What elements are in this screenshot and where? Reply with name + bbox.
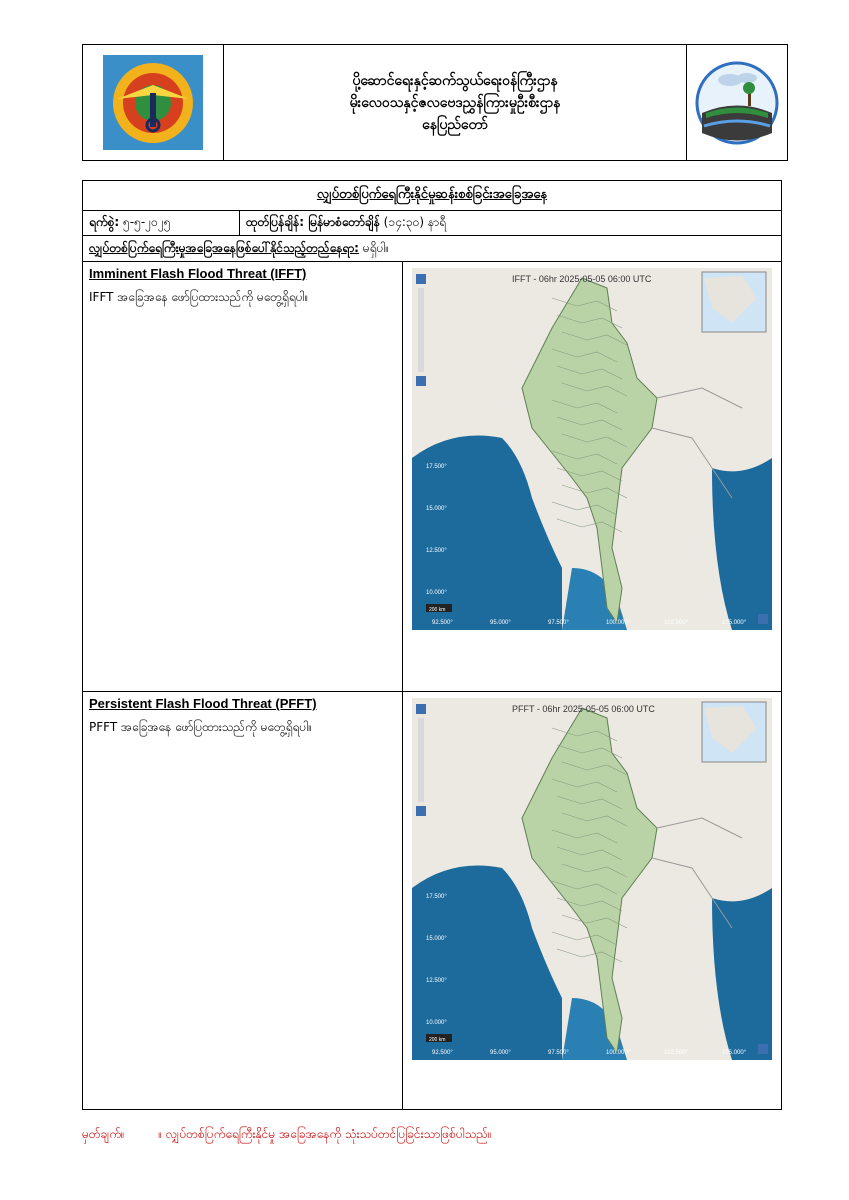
threat-area-row	[83, 236, 781, 262]
footer-note	[82, 1126, 522, 1144]
pfft-section	[83, 692, 781, 1110]
ifft-section	[83, 262, 781, 692]
zoom-slider[interactable]	[418, 718, 424, 802]
map-lat-tick: 15.000°	[426, 506, 447, 512]
time-value: (၁၄:၃၀) နာရီ	[383, 215, 446, 229]
date-cell	[83, 211, 240, 235]
zoom-in-button[interactable]	[416, 704, 426, 714]
ministry-logo	[83, 45, 224, 160]
ministry-name: ပို့ဆောင်ရေးနှင့်ဆက်သွယ်ရေးဝန်ကြီးဌာန	[352, 72, 558, 89]
ifft-title: Imminent Flash Flood Threat (IFFT)	[89, 266, 307, 281]
map-lon-tick: 102.500°	[664, 1050, 689, 1056]
map-lon-tick: 100.000°	[606, 1050, 631, 1056]
map-lon-tick: 95.000°	[490, 1050, 511, 1056]
zoom-out-button[interactable]	[416, 806, 426, 816]
document-header	[82, 44, 788, 161]
map-lat-tick: 12.500°	[426, 978, 447, 984]
hydrology-cycle-icon	[692, 58, 782, 148]
department-logo	[686, 45, 787, 160]
map-lon-tick: 95.000°	[490, 620, 511, 626]
threat-area-label: လျှပ်တစ်ပြက်ရေကြီးမှုအခြေအနေဖြစ်ပေါ်နိုင်သည့်တည်နေရာ:	[89, 240, 359, 255]
date-time-row	[83, 211, 781, 236]
time-label: ထုတ်ပြန်ချိန်: မြန်မာစံတော်ချိန်	[246, 215, 380, 229]
ifft-map[interactable]	[412, 268, 772, 630]
note-label: မှတ်ချက်။	[82, 1127, 125, 1141]
map-lon-tick: 100.000°	[606, 620, 631, 626]
map-info-button[interactable]	[758, 1044, 768, 1054]
ifft-description: IFFT အခြေအနေ ဖော်ပြထားသည်ကို မတွေ့ရှိရပါ။	[89, 290, 309, 304]
report-title: လျှပ်တစ်ပြက်ရေကြီးနိုင်မှုဆန်းစစ်ခြင်းအခြေအနေ	[83, 181, 781, 211]
pfft-title: Persistent Flash Flood Threat (PFFT)	[89, 696, 317, 711]
map-lat-tick: 10.000°	[426, 590, 447, 596]
map-info-button[interactable]	[758, 614, 768, 624]
ministry-emblem-icon	[103, 55, 203, 150]
header-titles	[224, 45, 686, 160]
location-name: နေပြည်တော်	[422, 116, 488, 133]
note-text: ။ လျှပ်တစ်ပြက်ရေကြီးနိုင်မှု အခြေအနေကို သုံးသပ်တင်ပြခြင်းသာဖြစ်ပါသည်။	[158, 1127, 492, 1141]
map-title: PFFT - 06hr 2025-05-05 06:00 UTC	[512, 704, 655, 714]
department-name: မိုးလေဝသနှင့်ဇလဗေဒညွှန်ကြားမှုဦးစီးဌာန	[349, 94, 561, 111]
map-lat-tick: 17.500°	[426, 894, 447, 900]
zoom-slider[interactable]	[418, 288, 424, 372]
pfft-description: PFFT အခြေအနေ ဖော်ပြထားသည်ကို မတွေ့ရှိရပါ။	[89, 720, 312, 734]
map-lat-tick: 10.000°	[426, 1020, 447, 1026]
map-scale-label: 200 km	[429, 607, 446, 613]
ifft-text-cell	[83, 262, 403, 691]
map-lon-tick: 102.500°	[664, 620, 689, 626]
map-lon-tick: 105.000°	[722, 620, 747, 626]
map-lat-tick: 15.000°	[426, 936, 447, 942]
zoom-in-button[interactable]	[416, 274, 426, 284]
zoom-out-button[interactable]	[416, 376, 426, 386]
map-lon-tick: 105.000°	[722, 1050, 747, 1056]
map-lon-tick: 92.500°	[432, 1050, 453, 1056]
map-scale-label: 200 km	[429, 1037, 446, 1043]
date-value: ၅-၅-၂၀၂၅	[123, 215, 171, 229]
map-lat-tick: 12.500°	[426, 548, 447, 554]
threat-area-value: မရှိပါ။	[362, 240, 390, 255]
map-lon-tick: 97.500°	[548, 1050, 569, 1056]
date-label: ရက်စွဲ:	[89, 215, 120, 229]
report-table	[82, 180, 782, 1110]
map-title: IFFT - 06hr 2025-05-05 06:00 UTC	[512, 274, 652, 284]
map-lon-tick: 92.500°	[432, 620, 453, 626]
map-lat-tick: 17.500°	[426, 464, 447, 470]
map-lon-tick: 97.500°	[548, 620, 569, 626]
time-cell	[240, 211, 781, 235]
pfft-text-cell	[83, 692, 403, 1110]
pfft-map[interactable]	[412, 698, 772, 1060]
